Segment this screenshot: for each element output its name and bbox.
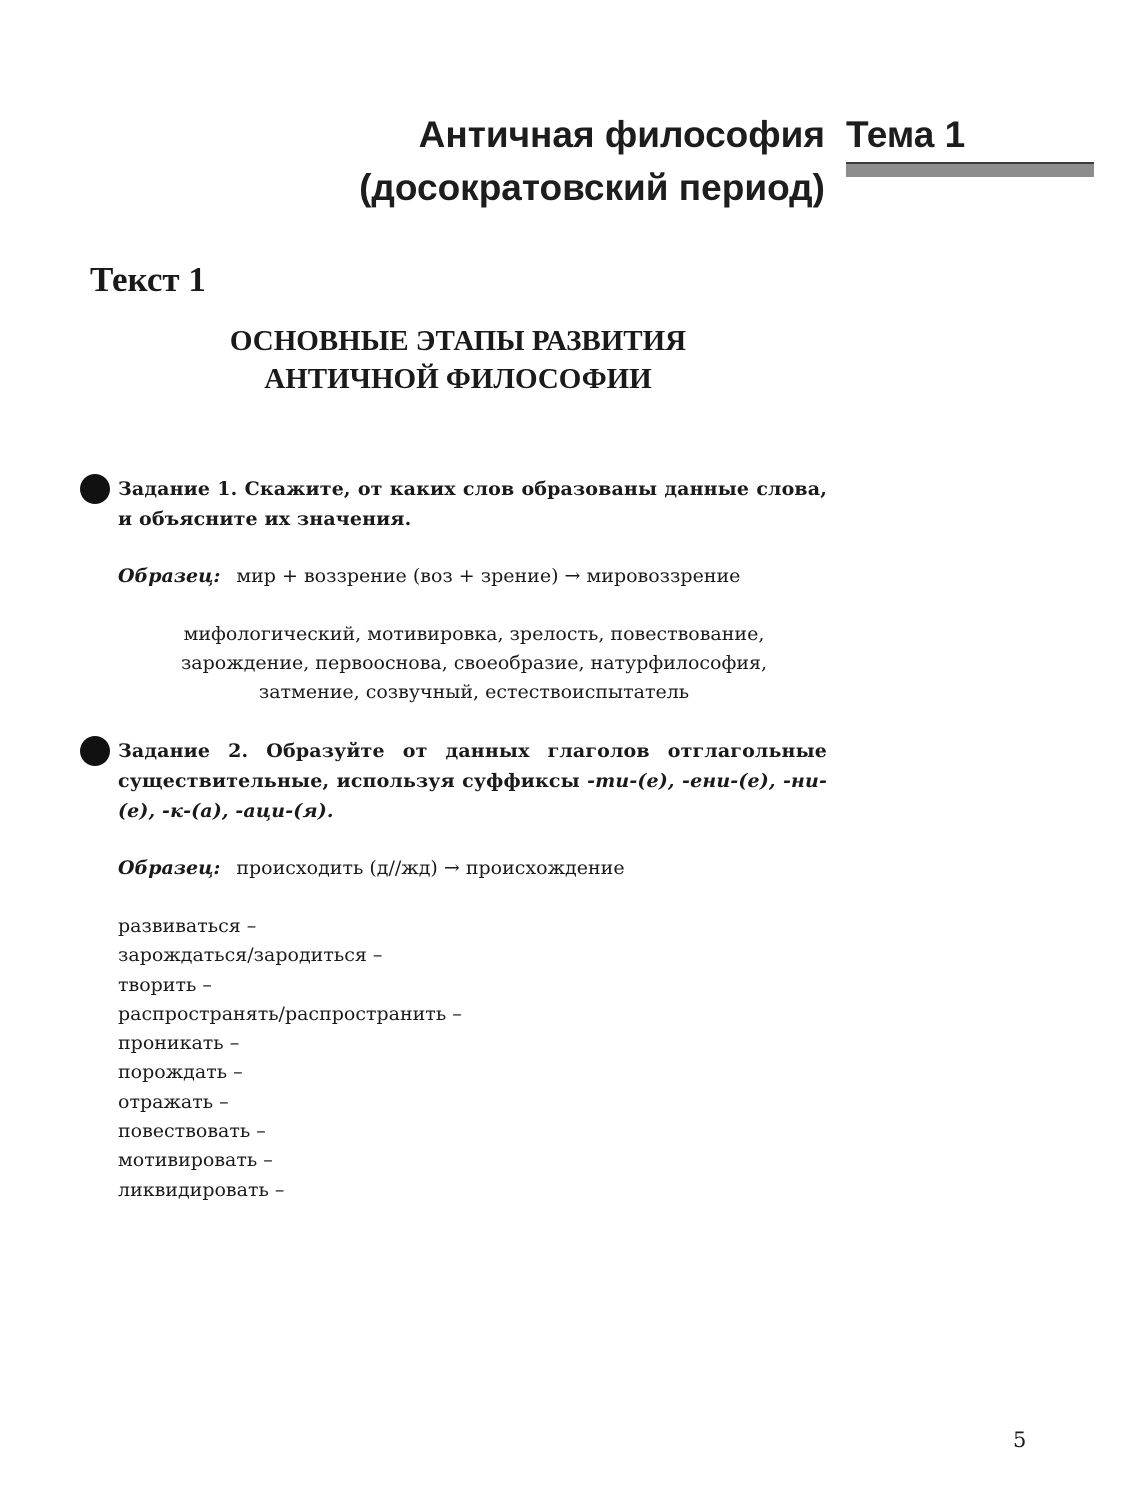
verb-item: порождать – <box>118 1061 243 1084</box>
task1-word-list <box>118 620 830 707</box>
verb-item: повествовать – <box>118 1120 266 1143</box>
theme-label: Тема 1 <box>846 114 966 155</box>
task2-sample <box>118 854 625 883</box>
theme-bar-divider <box>846 162 1094 177</box>
task1-instruction: Задание 1. Скажите, от каких слов образованы данные слова, и объясните их значения. <box>118 478 827 530</box>
task2-bullet-icon <box>80 736 110 766</box>
task2-instruction-text: Задание 2. Образуйте от данных глаголов отглагольные существительные, используя суффиксы <box>118 740 827 792</box>
verb-item: отражать – <box>118 1090 229 1113</box>
text-heading: Текст 1 <box>90 260 206 299</box>
verb-item: зарождаться/зародиться – <box>118 944 383 967</box>
task1-sample-label: Образец: <box>118 565 221 587</box>
task2-sample-label: Образец: <box>118 857 221 879</box>
topic-title-line2: (досократовский период) <box>359 167 825 208</box>
verb-item: развиваться – <box>118 915 257 937</box>
task1-word-line: зарождение, первооснова, своеобразие, натурфилософия, <box>180 652 768 674</box>
section-title <box>90 322 826 398</box>
task1-sample <box>118 562 740 591</box>
verb-item: проникать – <box>118 1032 240 1055</box>
task2-sample-text: происходить (д//жд) → происхождение <box>236 857 625 879</box>
task1-bullet-icon <box>80 474 110 504</box>
section-title-line1: ОСНОВНЫЕ ЭТАПЫ РАЗВИТИЯ <box>229 325 687 357</box>
task1-word-line: затмение, созвучный, естествоиспытатель <box>258 681 690 703</box>
task2-verb-list <box>118 912 462 1205</box>
verb-item: ликвидировать – <box>118 1178 285 1201</box>
task2-suffixes: -ти-(е), -ени-(е), -ни-(е), -к-(а), -аци-(я). <box>118 770 827 822</box>
verb-item: мотивировать – <box>118 1149 273 1172</box>
task1-word-line: мифологический, мотивировка, зрелость, повествование, <box>183 623 765 645</box>
page-number: 5 <box>1013 1428 1027 1452</box>
task2-instruction <box>118 736 827 826</box>
task1-sample-text: мир + воззрение (воз + зрение) → мировоззрение <box>236 565 741 587</box>
verb-item: творить – <box>118 973 212 996</box>
section-title-line2: АНТИЧНОЙ ФИЛОСОФИИ <box>264 363 652 395</box>
topic-title-line1: Античная философия <box>418 114 825 155</box>
verb-item: распространять/распространить – <box>118 1002 462 1025</box>
topic-title <box>359 108 825 214</box>
